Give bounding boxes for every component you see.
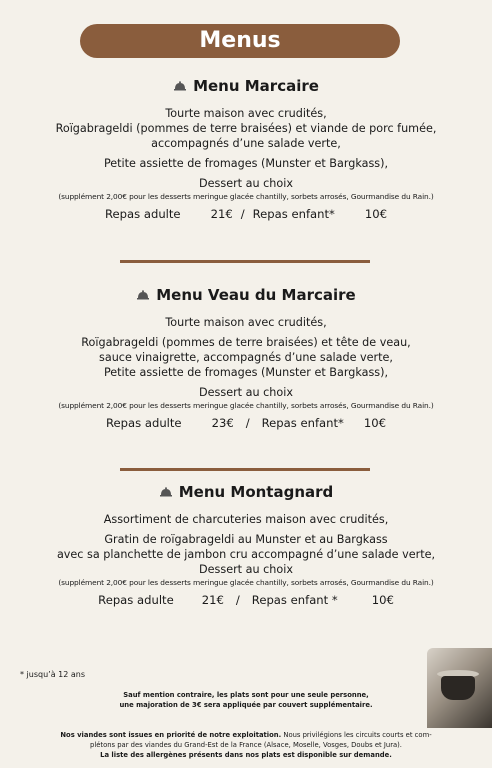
price-row <box>0 206 492 222</box>
menu-line: sauce vinaigrette, accompagnés d’une salade verte, <box>99 351 393 364</box>
price-row <box>0 592 492 608</box>
menu-line: Petite assiette de fromages (Munster et Bargkass), <box>103 366 389 379</box>
adult-price: 23€ <box>211 416 234 430</box>
person-note <box>0 690 492 710</box>
dessert-note: (supplément 2,00€ pour les desserts meringue glacée chantilly, sorbets arrosés, Gourmandise du Rain.) <box>58 578 434 587</box>
child-label: Repas enfant * <box>251 593 338 607</box>
dessert-note: (supplément 2,00€ pour les desserts meringue glacée chantilly, sorbets arrosés, Gourmandise du Rain.) <box>58 401 434 410</box>
sourcing-bold: Nos viandes sont issues en priorité de notre exploitation. <box>60 731 282 739</box>
price-separator: / <box>245 416 250 430</box>
section-divider <box>120 468 370 471</box>
menu-title: Menu Marcaire <box>193 77 319 95</box>
age-footnote: * jusqu’à 12 ans <box>20 670 86 679</box>
allergen-note: La liste des allergènes présents dans nos plats est disponible sur demande. <box>100 751 392 759</box>
menu-title: Menu Veau du Marcaire <box>156 286 356 304</box>
adult-price: 21€ <box>210 207 233 221</box>
person-note-line: Sauf mention contraire, les plats sont pour une seule personne, <box>123 691 369 699</box>
menu-line: Tourte maison avec crudités, <box>165 316 327 329</box>
price-separator: / <box>235 593 240 607</box>
menu-section-marcaire <box>0 76 492 222</box>
menu-line: avec sa planchette de jambon cru accompagné d’une salade verte, <box>56 548 436 561</box>
sourcing-rest: Nous privilégions les circuits courts et com- <box>281 731 432 739</box>
menu-line: Dessert au choix <box>199 563 293 576</box>
child-label: Repas enfant* <box>261 416 344 430</box>
price-separator: / <box>240 207 245 221</box>
cloche-icon <box>136 289 150 301</box>
child-price: 10€ <box>364 207 387 221</box>
menu-line: Gratin de roïgabrageldi au Munster et au Bargkass <box>104 533 388 546</box>
menu-section-veau-du-marcaire <box>0 285 492 431</box>
cheese-dish-photo <box>427 648 492 728</box>
menu-line: Dessert au choix <box>199 386 293 399</box>
menu-line: Roïgabrageldi (pommes de terre braisées) et tête de veau, <box>81 336 411 349</box>
child-price: 10€ <box>371 593 394 607</box>
adult-label: Repas adulte <box>98 593 174 607</box>
menu-line: Assortiment de charcuteries maison avec crudités, <box>103 513 389 526</box>
adult-label: Repas adulte <box>106 416 182 430</box>
section-divider <box>120 260 370 263</box>
cloche-icon <box>173 80 187 92</box>
menu-line: Dessert au choix <box>199 177 293 190</box>
price-row <box>0 415 492 431</box>
menu-line: Tourte maison avec crudités, <box>165 107 327 120</box>
menu-line: accompagnés d’une salade verte, <box>151 137 341 150</box>
child-price: 10€ <box>363 416 386 430</box>
menu-title: Menu Montagnard <box>178 483 334 501</box>
person-note-line: une majoration de 3€ sera appliquée par couvert supplémentaire. <box>119 701 373 709</box>
child-label: Repas enfant* <box>252 207 335 221</box>
sourcing-line: plétons par des viandes du Grand-Est de la France (Alsace, Moselle, Vosges, Doubs et Jura). <box>90 741 402 749</box>
menu-line: Petite assiette de fromages (Munster et Bargkass), <box>103 157 389 170</box>
sourcing-note <box>0 730 492 760</box>
dessert-note: (supplément 2,00€ pour les desserts meringue glacée chantilly, sorbets arrosés, Gourmandise du Rain.) <box>58 192 434 201</box>
menu-line: Roïgabrageldi (pommes de terre braisées) et viande de porc fumée, <box>55 122 437 135</box>
menu-section-montagnard <box>0 482 492 608</box>
adult-label: Repas adulte <box>105 207 181 221</box>
page-title: Menus <box>80 24 400 58</box>
adult-price: 21€ <box>201 593 224 607</box>
cloche-icon <box>159 486 173 498</box>
